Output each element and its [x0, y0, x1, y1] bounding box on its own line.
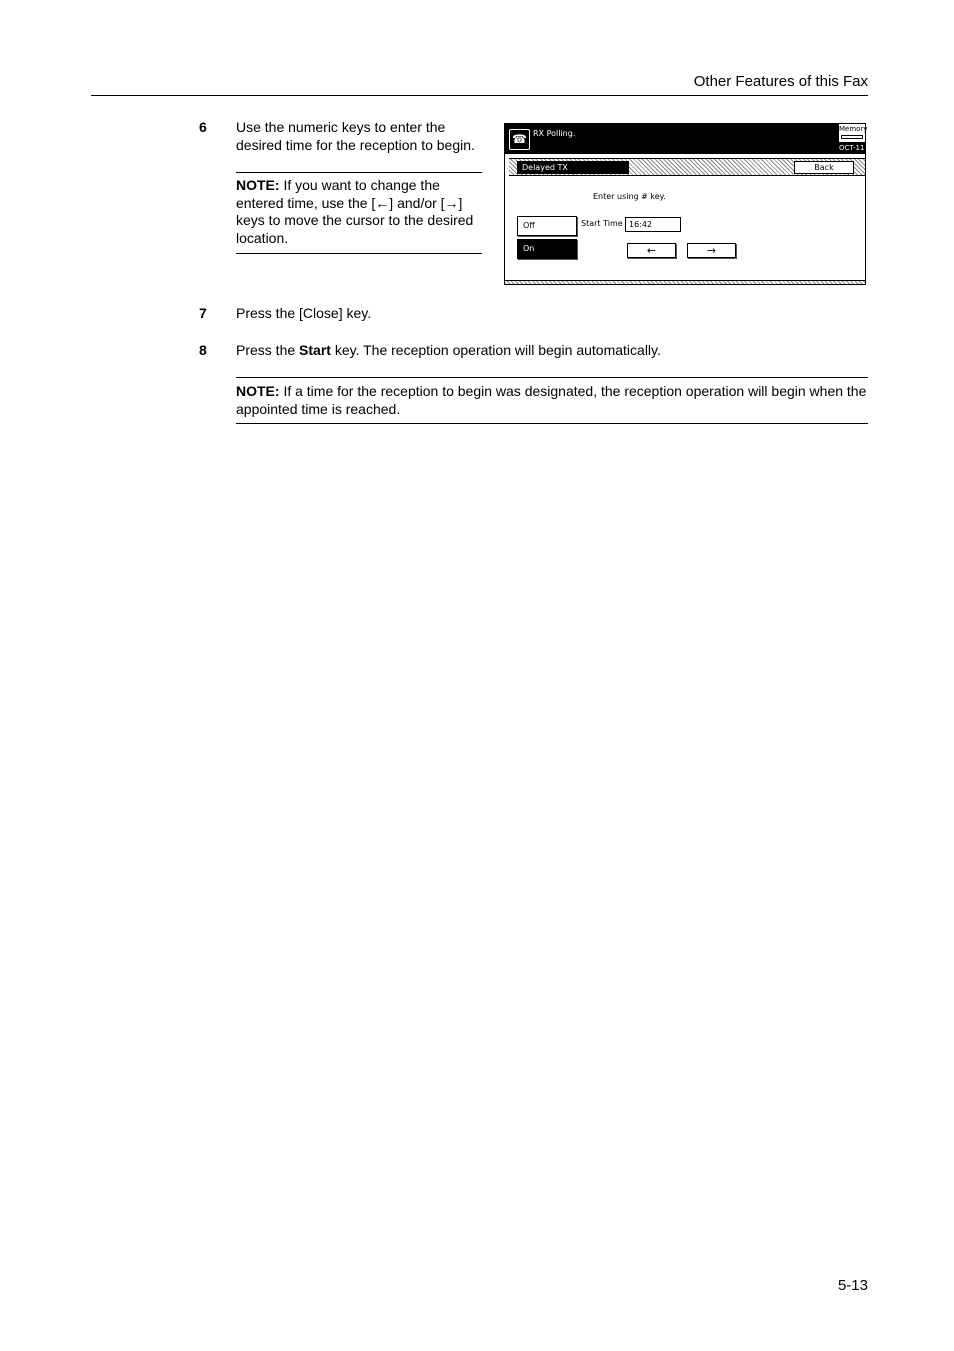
note-rule-top [236, 172, 482, 173]
start-key-name: Start [299, 342, 331, 358]
step-6-text: Use the numeric keys to enter the desired time for the reception to begin. [236, 119, 475, 153]
memory-bar [841, 135, 863, 139]
tab-strip [509, 158, 865, 176]
right-arrow-button[interactable] [687, 243, 736, 258]
note-2-label: NOTE: [236, 383, 280, 399]
date-label: OCT-11 [839, 144, 865, 152]
left-arrow-button[interactable] [627, 243, 676, 258]
note-2-rule-bottom [236, 423, 868, 424]
page-number: 5-13 [837, 1277, 868, 1294]
note-rule-bottom [236, 253, 482, 254]
start-time-field[interactable]: 16:42 [625, 217, 681, 232]
step-number-8: 8 [199, 342, 207, 358]
step-number-7: 7 [199, 305, 207, 321]
on-button[interactable]: On [517, 239, 577, 259]
back-button[interactable]: Back [794, 161, 854, 174]
step-number-6: 6 [199, 119, 207, 135]
left-arrow-icon: ← [646, 244, 657, 257]
note-2 [236, 383, 868, 418]
note-1-label: NOTE: [236, 177, 280, 193]
step-8-pre: Press the [236, 342, 300, 358]
note-1 [236, 177, 486, 247]
panel-bottom-strip [505, 280, 865, 284]
device-panel-screenshot [504, 123, 866, 285]
header-rule [91, 95, 868, 96]
note-2-text: If a time for the reception to begin was designated, the reception operation will begin when the appointed time is reached. [236, 383, 867, 417]
off-button[interactable]: Off [517, 216, 577, 236]
start-time-label: Start Time [581, 219, 623, 228]
input-hint: Enter using # key. [593, 192, 666, 201]
note-1-text: If you want to change the entered time, use the [←] and/or [→] keys to move the cursor to the desired location. [236, 177, 474, 246]
step-8-text [236, 342, 866, 360]
fax-icon: ☎ [509, 129, 530, 150]
right-arrow-icon: → [706, 244, 717, 257]
step-7-text: Press the [Close] key. [236, 305, 372, 321]
memory-label: Memory [839, 125, 868, 133]
note-2-rule-top [236, 377, 868, 378]
panel-status-bar [505, 124, 868, 154]
mode-label: RX Polling. [533, 129, 576, 138]
running-header-title: Other Features of this Fax [693, 73, 868, 90]
step-8-post: key. The reception operation will begin automatically. [330, 342, 661, 358]
tab-delayed-tx[interactable]: Delayed TX [517, 161, 629, 174]
memory-indicator [839, 124, 868, 142]
